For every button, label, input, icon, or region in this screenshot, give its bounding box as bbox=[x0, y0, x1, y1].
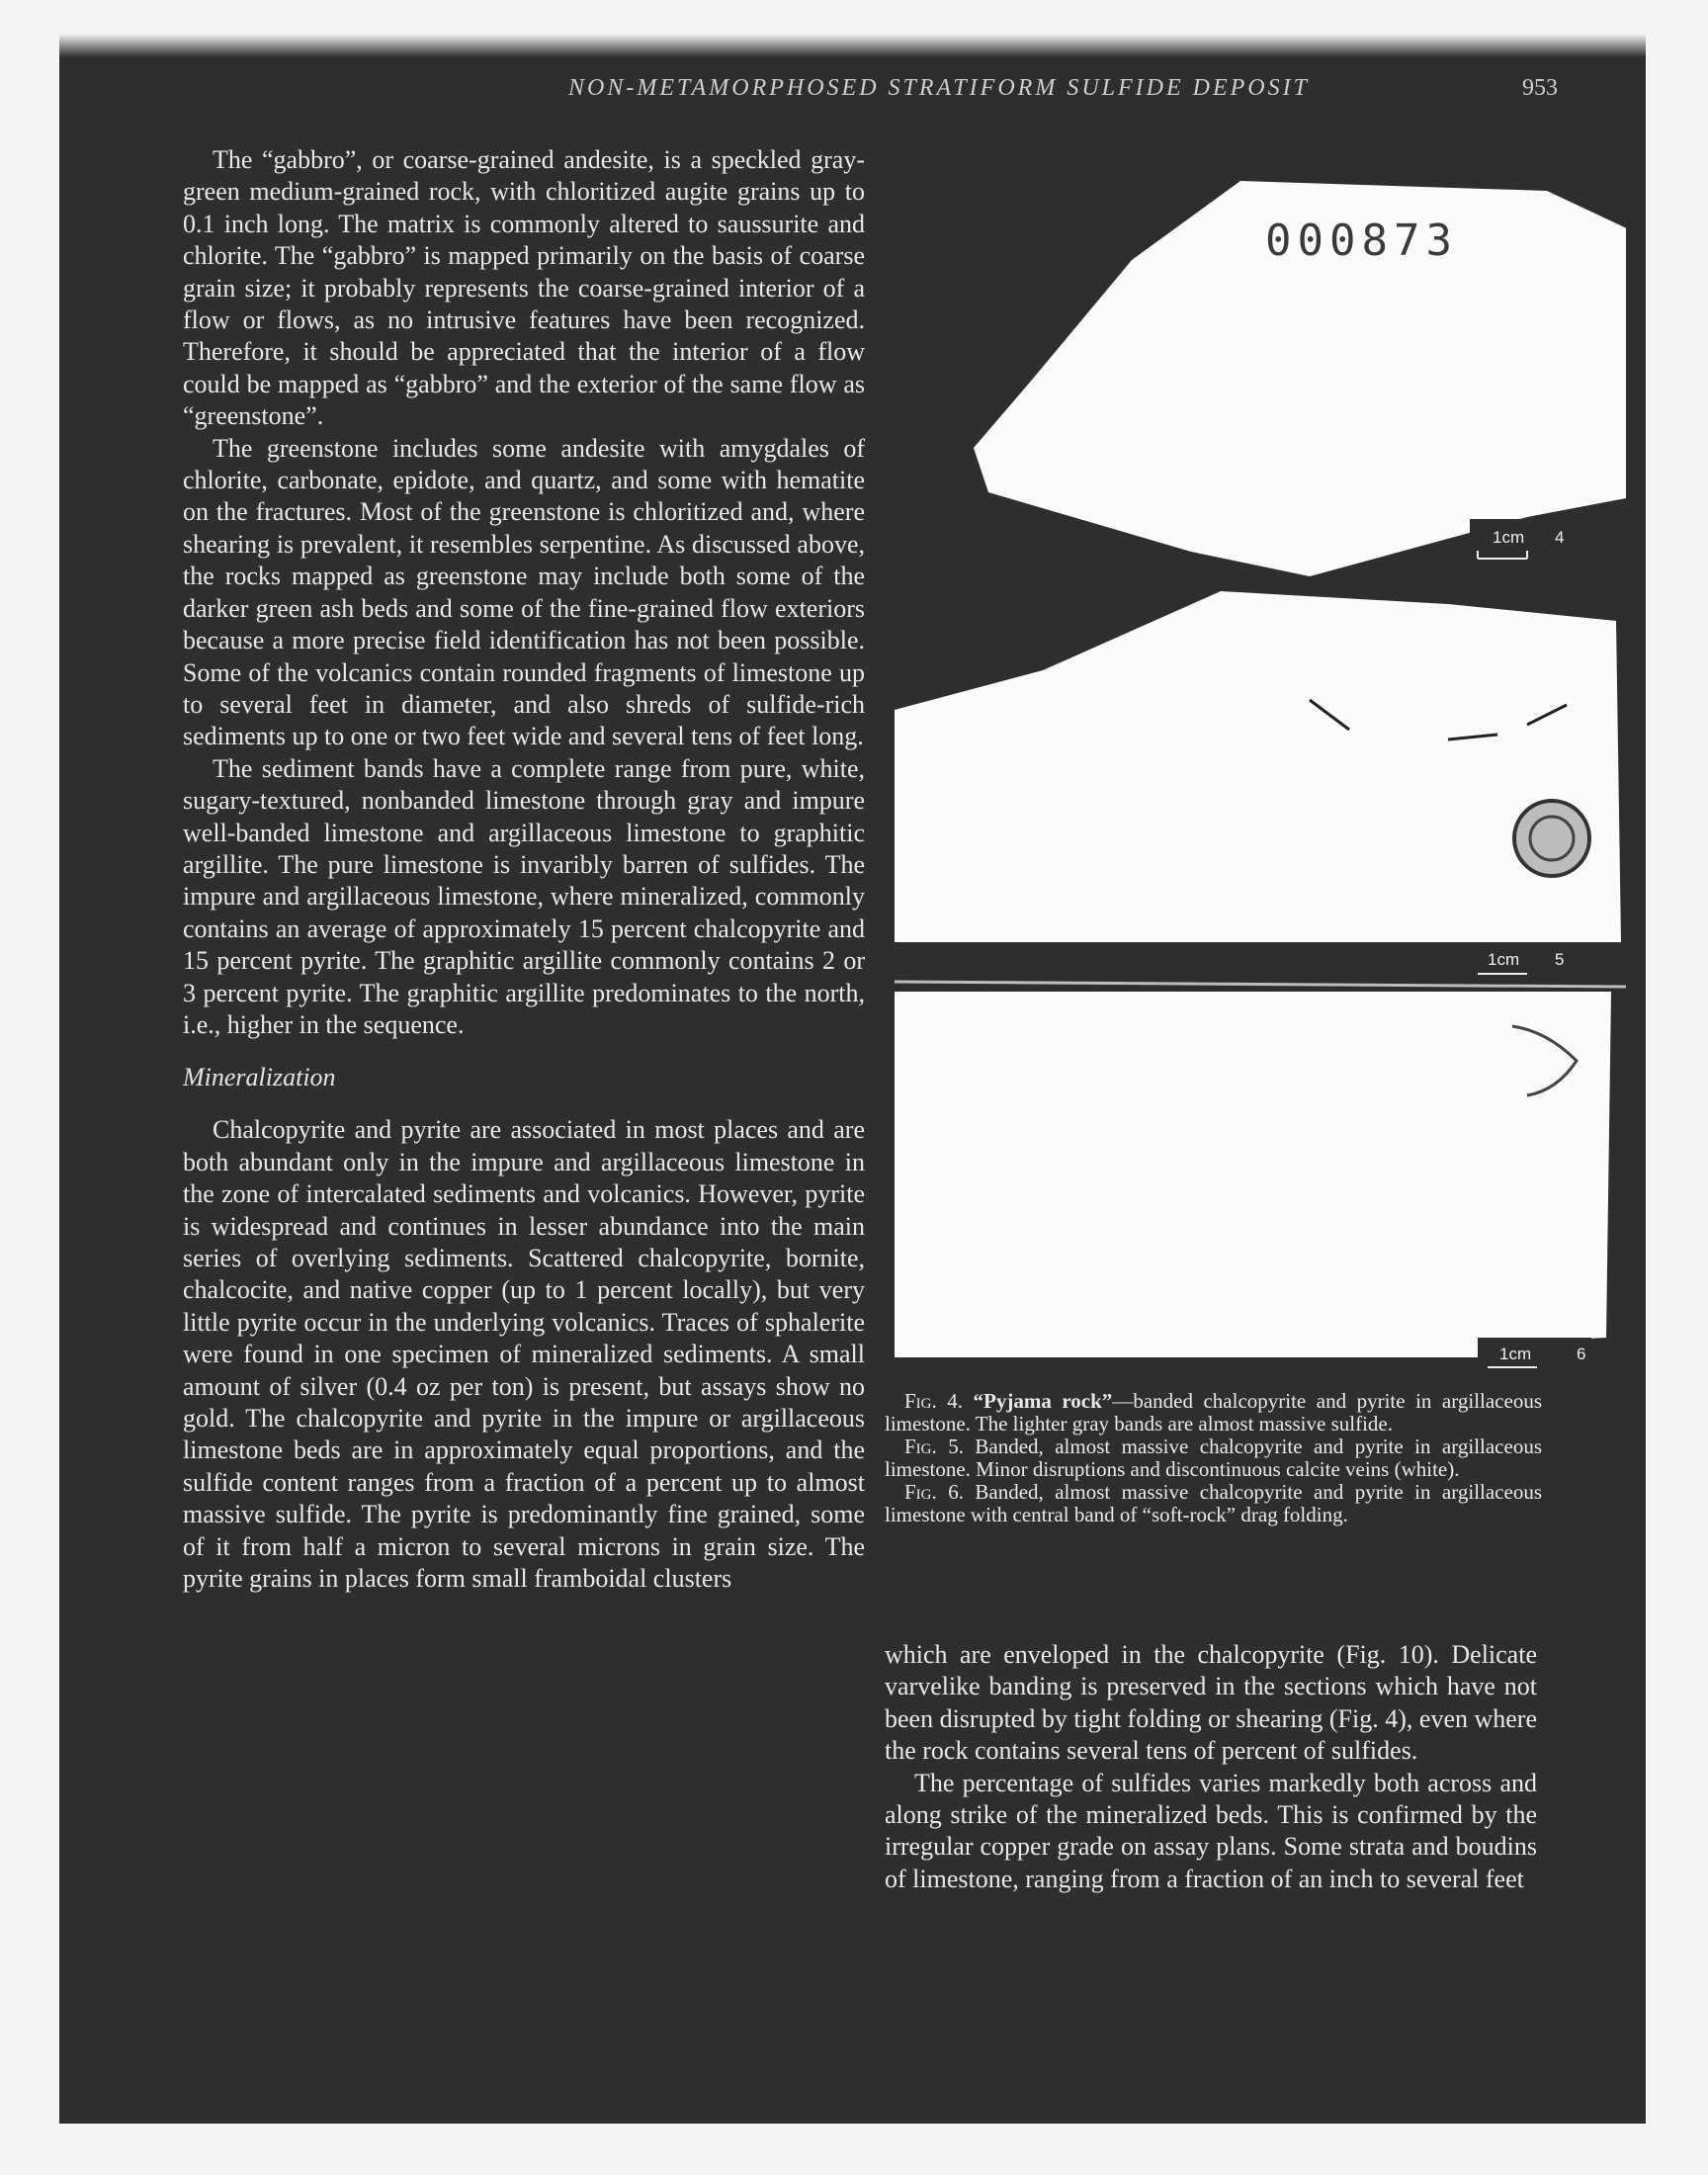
section-heading-mineralization: Mineralization bbox=[183, 1063, 336, 1092]
left-column bbox=[183, 144, 865, 1595]
fig6-scale-box bbox=[1478, 1338, 1591, 1377]
figure-captions bbox=[885, 1390, 1542, 1526]
fig5-specimen bbox=[895, 591, 1621, 942]
paragraph-sediment-bands: The sediment bands have a complete range from pure, white, sugary-textured, nonbanded limestone through gray and impure well-banded limestone and argillaceous limestone to graphitic argillite. The pure limestone is invaribly barren of sulfides. The impure and argillaceous limestone, where mineralized, commonly contains an average of approximately 15 percent chalcopyrite and 15 percent pyrite. The graphitic argillite commonly contains 2 or 3 percent pyrite. The graphitic argillite predominates to the north, i.e., higher in the sequence. bbox=[183, 753, 865, 1039]
fig6-scale-label: 1cm bbox=[1499, 1345, 1532, 1363]
paragraph-framboidal-continued: which are enveloped in the chalcopyrite (Fig. 10). Delicate varvelike banding is preserved in the sections which have not been disrupted by tight folding or shearing (Fig. 4), even where the rock contains several tens of percent of sulfides. bbox=[885, 1640, 1537, 1766]
fig5-number: 5 bbox=[1555, 950, 1565, 969]
figure-plates bbox=[895, 171, 1626, 1377]
right-column bbox=[885, 1639, 1537, 1895]
running-head: NON-METAMORPHOSED STRATIFORM SULFIDE DEPOSIT bbox=[568, 75, 1310, 101]
stamp-number: 000873 bbox=[1265, 216, 1458, 266]
fig4-scale-label: 1cm bbox=[1493, 528, 1525, 547]
torn-top-edge bbox=[59, 18, 1646, 57]
scanned-page bbox=[59, 18, 1646, 2124]
fig6-number: 6 bbox=[1577, 1345, 1586, 1363]
caption-fig6: Fig. 6. Banded, almost massive chalcopyrite and pyrite in argillaceous limestone with central band of “soft-rock” drag folding. bbox=[885, 1480, 1542, 1526]
paragraph-gabbro: The “gabbro”, or coarse-grained andesite, is a speckled gray-green medium-grained rock, with chloritized augite grains up to 0.1 inch long. The matrix is commonly altered to saussurite and chlorite. The “gabbro” is mapped primarily on the basis of coarse grain size; it probably represents the coarse-grained interior of a flow or flows, as no intrusive features have been recognized. Therefore, it should be appreciated that the interior of a flow could be mapped as “gabbro” and the exterior of the same flow as “greenstone”. bbox=[183, 145, 865, 431]
fig4-number: 4 bbox=[1555, 528, 1565, 547]
fig6-specimen bbox=[895, 992, 1611, 1357]
specimen-photos bbox=[895, 171, 1626, 1377]
paragraph-sulfide-percentage: The percentage of sulfides varies markedly both across and along strike of the mineralized beds. This is confirmed by the irregular copper grade on assay plans. Some strata and boudins of limestone, ranging from a fraction of an inch to several feet bbox=[885, 1768, 1537, 1893]
caption-fig4: Fig. 4. “Pyjama rock”—banded chalcopyrite and pyrite in argillaceous limestone. The lighter gray bands are almost massive sulfide. bbox=[885, 1389, 1542, 1436]
caption-fig5: Fig. 5. Banded, almost massive chalcopyrite and pyrite in argillaceous limestone. Minor disruptions and discontinuous calcite veins (white). bbox=[885, 1435, 1542, 1481]
fig5-framboid bbox=[1514, 801, 1589, 876]
paragraph-chalcopyrite: Chalcopyrite and pyrite are associated in most places and are both abundant only in the impure and argillaceous limestone in the zone of intercalated sediments and volcanics. However, pyrite is widespread and continues in lesser abundance into the main series of overlying sediments. Scattered chalcopyrite, bornite, chalcocite, and native copper (up to 1 percent locally), but very little pyrite occur in the underlying volcanics. Traces of sphalerite were found in one specimen of mineralized sediments. A small amount of silver (0.4 oz per ton) is present, but assays show no gold. The chalcopyrite and pyrite in the impure or argillaceous limestone beds are in approximately equal proportions, and the sulfide content ranges from a fraction of a percent up to almost massive sulfide. The pyrite is predominantly fine grained, some of it from half a micron to several microns in grain size. The pyrite grains in places form small framboidal clusters bbox=[183, 1115, 865, 1594]
page-number: 953 bbox=[1522, 75, 1558, 101]
fig5-scale-label: 1cm bbox=[1488, 950, 1520, 969]
paragraph-greenstone: The greenstone includes some andesite with amygdales of chlorite, carbonate, epidote, and quartz, and some with hematite on the fractures. Most of the greenstone is chloritized and, where shearing is prevalent, it resembles serpentine. As discussed above, the rocks mapped as greenstone may include both some of the darker green ash beds and some of the fine-grained flow exteriors because a more precise field identification has not been possible. Some of the volcanics contain rounded fragments of limestone up to several feet in diameter, and also shreds of sulfide-rich sediments up to one or two feet wide and several tens of feet long. bbox=[183, 433, 865, 751]
